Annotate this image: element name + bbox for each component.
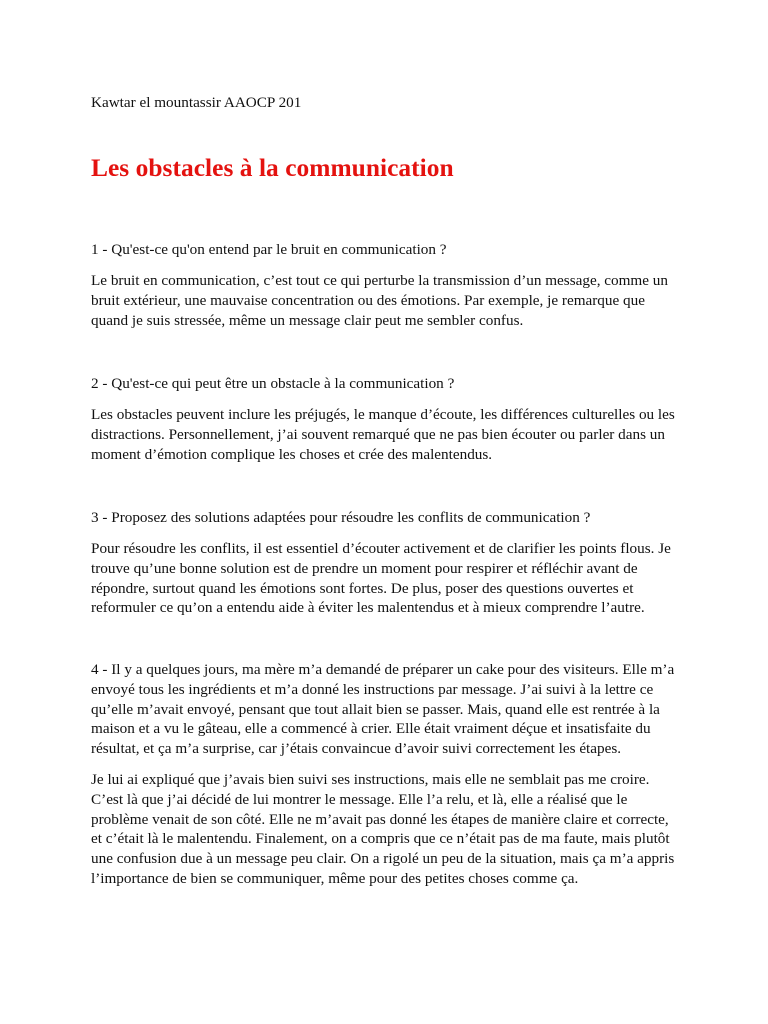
text-line: Je lui ai expliqué que j’avais bien suivi ses instructions, mais elle ne semblait pas me croire. (91, 770, 650, 788)
text-line: 4 - Il y a quelques jours, ma mère m’a demandé de préparer un cake pour des visiteurs. Elle m’a (91, 661, 675, 678)
document-title: Les obstacles à la communication (91, 154, 454, 182)
section-2 (91, 374, 691, 464)
text-line: Les obstacles peuvent inclure les préjugés, le manque d’écoute, les différences culturelles ou les (91, 406, 675, 423)
section-1 (91, 240, 691, 330)
answer-4-paragraph-2 (91, 770, 691, 889)
text-line: l’importance de bien se communiquer, même pour des petites choses comme ça. (91, 869, 579, 887)
text-line: distractions. Personnellement, j’ai souvent remarqué que ne pas bien écouter ou parler dans un (91, 425, 665, 443)
text-line: et c’était là le malentendu. Finalement, on a compris que ce n’était pas de ma faute, mais plutôt (91, 830, 670, 848)
answer-4-paragraph-1 (91, 660, 691, 759)
text-line: maison et a vu le gâteau, elle a commencé à crier. Elle était vraiment déçue et insatisfaite du (91, 720, 651, 738)
text-line: trouve qu’une bonne solution est de prendre un moment pour respirer et réfléchir avant de (91, 559, 638, 577)
author-line: Kawtar el mountassir AAOCP 201 (91, 94, 302, 111)
text-line: reformuler ce qu’on a entendu aide à éviter les malentendus et à mieux comprendre l’autre. (91, 599, 645, 617)
answer-1-paragraph (91, 271, 691, 330)
section-3 (91, 508, 691, 618)
text-line: Le bruit en communication, c’est tout ce qui perturbe la transmission d’un message, comme un (91, 272, 668, 289)
text-line: bruit extérieur, une mauvaise concentration ou des émotions. Par exemple, je remarque que (91, 291, 645, 309)
section-4 (91, 660, 691, 889)
answer-3-paragraph (91, 539, 691, 618)
text-line: une confusion due à un message peu clair. On a rigolé un peu de la situation, mais ça m’a appris (91, 850, 675, 868)
question-2: 2 - Qu'est-ce qui peut être un obstacle à la communication ? (91, 375, 455, 392)
text-line: qu’elle m’avait envoyé, pensant que tout allait bien se passer. Mais, quand elle est rentrée à la (91, 700, 660, 718)
text-line: quand je suis stressée, même un message clair peut me sembler confus. (91, 311, 524, 329)
text-line: résultat, et ça m’a surprise, car j’étais convaincue d’avoir suivi correctement les étapes. (91, 740, 622, 758)
text-line: répondre, surtout quand les émotions sont fortes. De plus, poser des questions ouvertes et (91, 579, 634, 597)
text-line: moment d’émotion complique les choses et crée des malentendus. (91, 445, 493, 463)
text-line: C’est là que j’ai décidé de lui montrer le message. Elle l’a relu, et là, elle a réalisé que le (91, 790, 628, 808)
text-line: envoyé tous les ingrédients et m’a donné les instructions par message. J’ai suivi à la lettre ce (91, 680, 654, 698)
text-line: problème venait de son côté. Elle ne m’avait pas donné les étapes de manière claire et correcte, (91, 810, 669, 828)
text-line: Pour résoudre les conflits, il est essentiel d’écouter activement et de clarifier les points flous. Je (91, 540, 671, 557)
question-3: 3 - Proposez des solutions adaptées pour résoudre les conflits de communication ? (91, 509, 591, 526)
question-1: 1 - Qu'est-ce qu'on entend par le bruit en communication ? (91, 241, 447, 258)
answer-2-paragraph (91, 405, 691, 464)
